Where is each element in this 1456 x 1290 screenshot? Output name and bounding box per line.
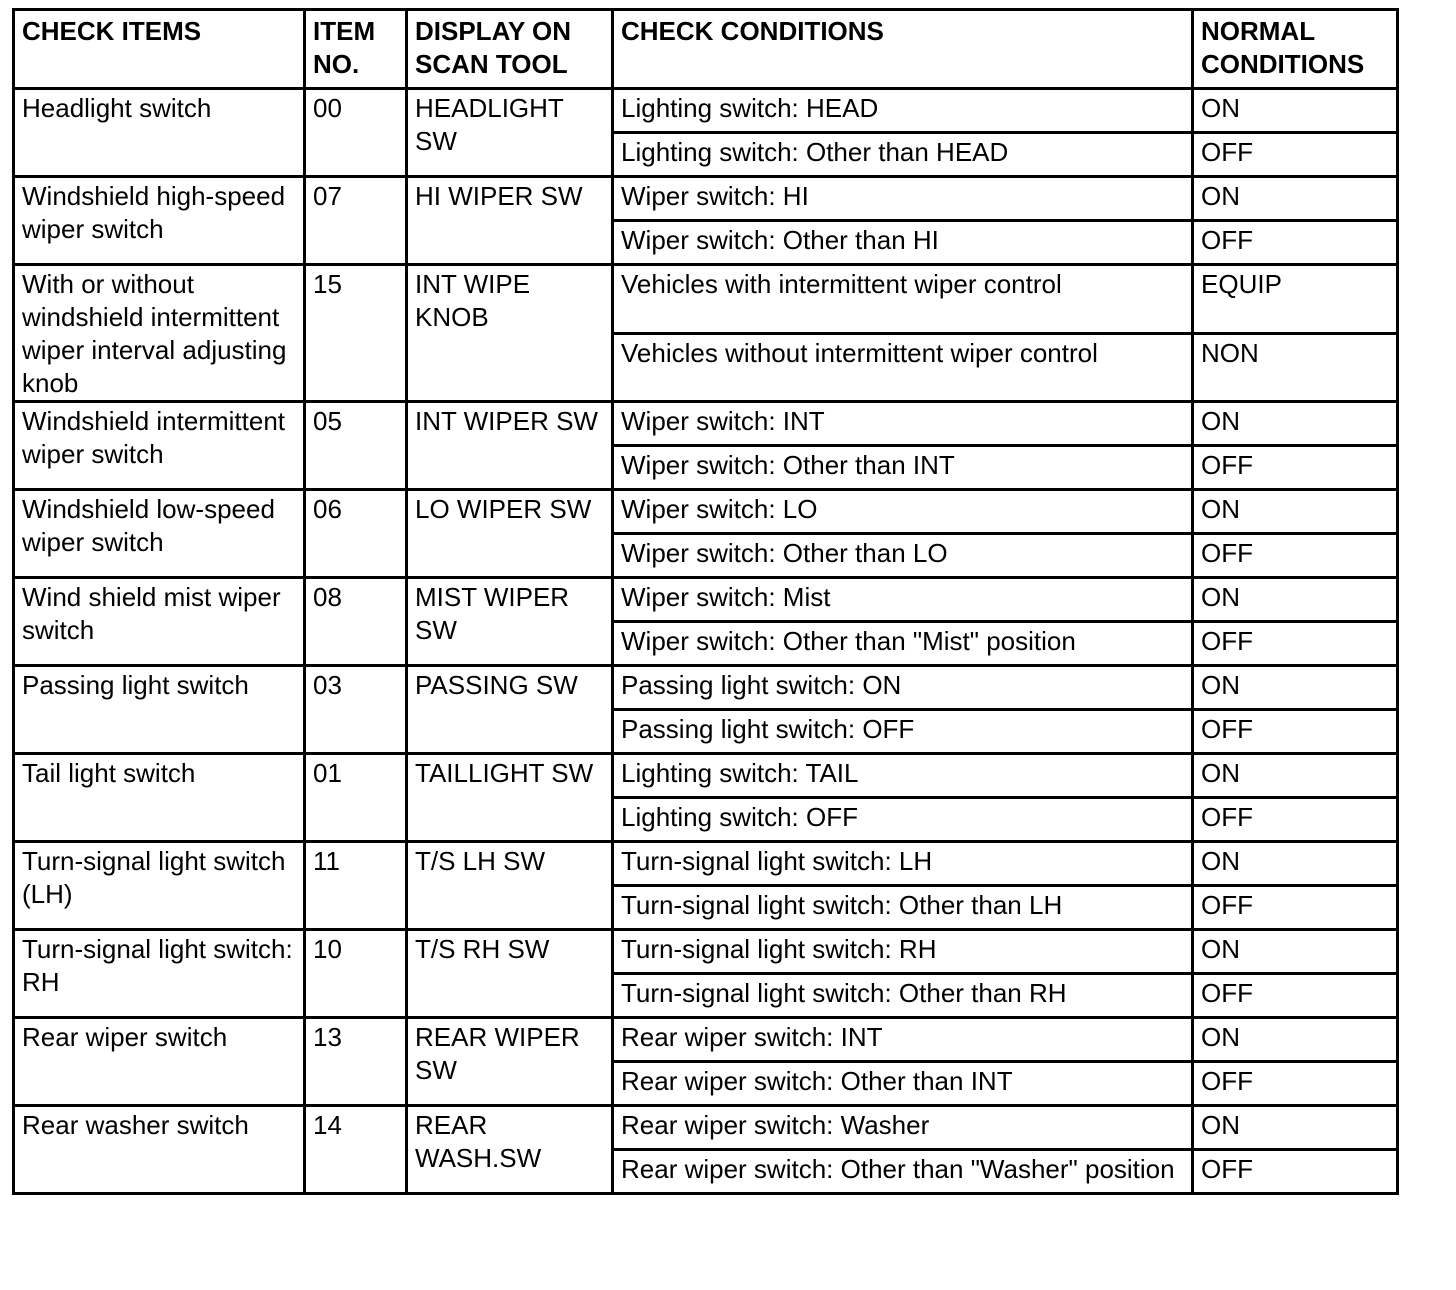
check-condition-cell: Lighting switch: OFF — [613, 798, 1193, 842]
check-item-cell: Rear wiper switch — [14, 1018, 305, 1106]
table-row — [14, 842, 1398, 886]
display-cell: INT WIPER SW — [407, 402, 613, 490]
item-no-cell: 08 — [305, 578, 407, 666]
normal-condition-cell: OFF — [1193, 798, 1398, 842]
check-item-cell: With or without windshield intermittent wiper interval adjusting knob — [14, 265, 305, 402]
table-header — [14, 10, 1398, 89]
normal-condition-cell: OFF — [1193, 534, 1398, 578]
normal-condition-cell: NON — [1193, 333, 1398, 402]
table-row — [14, 265, 1398, 334]
display-cell: MIST WIPER SW — [407, 578, 613, 666]
normal-condition-cell: OFF — [1193, 133, 1398, 177]
table-row — [14, 1106, 1398, 1150]
normal-condition-cell: ON — [1193, 666, 1398, 710]
header-display-on-scan-tool: DISPLAY ON SCAN TOOL — [407, 10, 613, 89]
table-row — [14, 578, 1398, 622]
normal-condition-cell: ON — [1193, 578, 1398, 622]
check-condition-cell: Wiper switch: Other than LO — [613, 534, 1193, 578]
display-cell: T/S LH SW — [407, 842, 613, 930]
check-item-cell: Turn-signal light switch: RH — [14, 930, 305, 1018]
item-no-cell: 10 — [305, 930, 407, 1018]
item-no-cell: 05 — [305, 402, 407, 490]
table-row — [14, 490, 1398, 534]
item-no-cell: 15 — [305, 265, 407, 402]
normal-condition-cell: ON — [1193, 490, 1398, 534]
check-item-cell: Tail light switch — [14, 754, 305, 842]
normal-condition-cell: ON — [1193, 177, 1398, 221]
normal-condition-cell: ON — [1193, 842, 1398, 886]
check-condition-cell: Lighting switch: Other than HEAD — [613, 133, 1193, 177]
header-row — [14, 10, 1398, 89]
item-no-cell: 11 — [305, 842, 407, 930]
table-row — [14, 666, 1398, 710]
normal-condition-cell: OFF — [1193, 221, 1398, 265]
normal-condition-cell: OFF — [1193, 710, 1398, 754]
check-condition-cell: Wiper switch: Other than HI — [613, 221, 1193, 265]
item-no-cell: 06 — [305, 490, 407, 578]
check-condition-cell: Vehicles with intermittent wiper control — [613, 265, 1193, 334]
check-condition-cell: Rear wiper switch: Other than INT — [613, 1062, 1193, 1106]
normal-condition-cell: ON — [1193, 89, 1398, 133]
display-cell: HEADLIGHT SW — [407, 89, 613, 177]
normal-condition-cell: OFF — [1193, 622, 1398, 666]
check-condition-cell: Wiper switch: Other than INT — [613, 446, 1193, 490]
check-item-cell: Turn-signal light switch (LH) — [14, 842, 305, 930]
display-cell: REAR WASH.SW — [407, 1106, 613, 1194]
normal-condition-cell: ON — [1193, 930, 1398, 974]
display-cell: PASSING SW — [407, 666, 613, 754]
header-check-conditions: CHECK CONDITIONS — [613, 10, 1193, 89]
check-item-cell: Passing light switch — [14, 666, 305, 754]
check-condition-cell: Rear wiper switch: Other than "Washer" position — [613, 1150, 1193, 1194]
check-item-cell: Wind shield mist wiper switch — [14, 578, 305, 666]
check-condition-cell: Turn-signal light switch: Other than RH — [613, 974, 1193, 1018]
item-no-cell: 00 — [305, 89, 407, 177]
check-condition-cell: Wiper switch: Other than "Mist" position — [613, 622, 1193, 666]
table-row — [14, 89, 1398, 133]
check-condition-cell: Passing light switch: OFF — [613, 710, 1193, 754]
normal-condition-cell: OFF — [1193, 1062, 1398, 1106]
table-row — [14, 402, 1398, 446]
header-item-no: ITEM NO. — [305, 10, 407, 89]
item-no-cell: 07 — [305, 177, 407, 265]
check-condition-cell: Rear wiper switch: Washer — [613, 1106, 1193, 1150]
display-cell: T/S RH SW — [407, 930, 613, 1018]
item-no-cell: 01 — [305, 754, 407, 842]
normal-condition-cell: EQUIP — [1193, 265, 1398, 334]
normal-condition-cell: ON — [1193, 1106, 1398, 1150]
check-item-cell: Rear washer switch — [14, 1106, 305, 1194]
check-condition-cell: Wiper switch: INT — [613, 402, 1193, 446]
check-item-cell: Windshield low-speed wiper switch — [14, 490, 305, 578]
display-cell: HI WIPER SW — [407, 177, 613, 265]
normal-condition-cell: ON — [1193, 402, 1398, 446]
table-row — [14, 1018, 1398, 1062]
check-item-cell: Headlight switch — [14, 89, 305, 177]
check-item-cell: Windshield intermittent wiper switch — [14, 402, 305, 490]
table-row — [14, 930, 1398, 974]
check-condition-cell: Rear wiper switch: INT — [613, 1018, 1193, 1062]
check-condition-cell: Passing light switch: ON — [613, 666, 1193, 710]
normal-condition-cell: ON — [1193, 754, 1398, 798]
normal-condition-cell: ON — [1193, 1018, 1398, 1062]
table-row — [14, 754, 1398, 798]
normal-condition-cell: OFF — [1193, 974, 1398, 1018]
check-condition-cell: Lighting switch: HEAD — [613, 89, 1193, 133]
check-condition-cell: Lighting switch: TAIL — [613, 754, 1193, 798]
check-condition-cell: Turn-signal light switch: RH — [613, 930, 1193, 974]
item-no-cell: 03 — [305, 666, 407, 754]
normal-condition-cell: OFF — [1193, 1150, 1398, 1194]
table-body — [14, 89, 1398, 1194]
check-condition-cell: Wiper switch: HI — [613, 177, 1193, 221]
display-cell: TAILLIGHT SW — [407, 754, 613, 842]
item-no-cell: 14 — [305, 1106, 407, 1194]
header-normal-conditions: NORMAL CONDITIONS — [1193, 10, 1398, 89]
display-cell: INT WIPE KNOB — [407, 265, 613, 402]
check-condition-cell: Turn-signal light switch: Other than LH — [613, 886, 1193, 930]
check-condition-cell: Turn-signal light switch: LH — [613, 842, 1193, 886]
check-condition-cell: Vehicles without intermittent wiper control — [613, 333, 1193, 402]
item-no-cell: 13 — [305, 1018, 407, 1106]
check-item-cell: Windshield high-speed wiper switch — [14, 177, 305, 265]
normal-condition-cell: OFF — [1193, 886, 1398, 930]
table-row — [14, 177, 1398, 221]
check-condition-cell: Wiper switch: Mist — [613, 578, 1193, 622]
check-condition-cell: Wiper switch: LO — [613, 490, 1193, 534]
display-cell: LO WIPER SW — [407, 490, 613, 578]
check-items-table — [12, 8, 1399, 1195]
header-check-items: CHECK ITEMS — [14, 10, 305, 89]
display-cell: REAR WIPER SW — [407, 1018, 613, 1106]
normal-condition-cell: OFF — [1193, 446, 1398, 490]
